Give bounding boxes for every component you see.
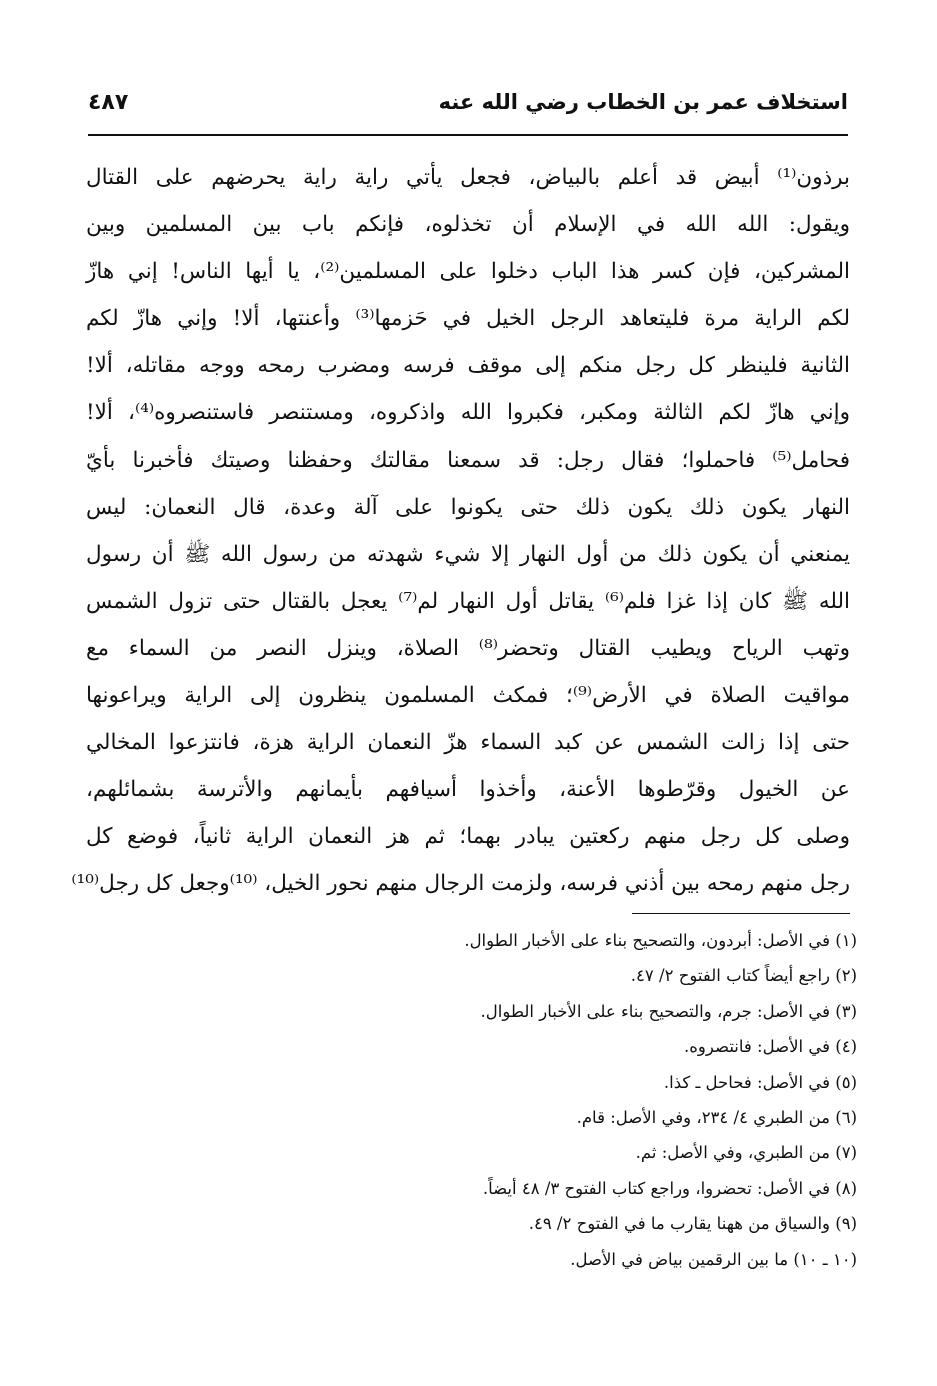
text-line: حتى إذا زالت الشمس عن كبد السماء هزّ النعمان الراية هزة، فانتزعوا المخالي <box>86 730 850 756</box>
text-line: النهار يكون ذلك يكون ذلك حتى يكونوا على آلة وعدة، قال النعمان: ليس <box>86 494 850 520</box>
text-line: لكم الراية مرة فليتعاهد الرجل الخيل في حَزمها⁽³⁾ وأعنتها، ألا! وإني هازّ لكم <box>86 306 851 332</box>
text-line: رجل منهم رمحه بين أذني فرسه، ولزمت الرجال منهم نحور الخيل، ⁽¹⁰⁾وجعل كل رجل⁽¹⁰⁾ <box>71 871 850 897</box>
text-line: برذون⁽¹⁾ أبيض قد أعلم بالبياض، فجعل يأتي راية راية يحرضهم على القتال <box>86 165 850 190</box>
main-text <box>71 154 851 908</box>
text-line: وصلى كل رجل منهم ركعتين يبادر بهما؛ ثم هز النعمان الراية ثانياً، فوضع كل <box>86 824 850 850</box>
footnote-item: (١) في الأصل: أبردون، والتصحيح بناء على الأخبار الطوال. <box>464 931 857 950</box>
footnote-separator <box>632 913 850 914</box>
text-line: عن الخيول وقرّطوها الأعنة، وأخذوا أسيافهم بأيمانهم والأترسة بشمائلهم، <box>86 777 850 803</box>
page-header <box>88 88 848 136</box>
text-line: فحامل⁽⁵⁾ فاحملوا؛ فقال رجل: قد سمعنا مقالتك وحفظنا وصيتك فأخبرنا بأيّ <box>86 447 850 473</box>
footnote-item: (٨) في الأصل: تحضروا، وراجع كتاب الفتوح ٣/ ٤٨ أيضاً. <box>482 1178 857 1198</box>
running-title: استخلاف عمر بن الخطاب رضي الله عنه <box>438 90 848 114</box>
text-line: الله ﷺ كان إذا غزا فلم⁽⁶⁾ يقاتل أول النهار لم⁽⁷⁾ يعجل بالقتال حتى تزول الشمس <box>86 588 850 614</box>
text-line: وتهب الرياح ويطيب القتال وتحضر⁽⁸⁾ الصلاة، وينزل النصر من السماء مع <box>86 635 850 661</box>
text-line: وإني هازّ لكم الثالثة ومكبر، فكبروا الله واذكروه، ومستنصر فاستنصروه⁽⁴⁾، ألا! <box>86 400 850 426</box>
text-line: مواقيت الصلاة في الأرض⁽⁹⁾؛ فمكث المسلمون ينظرون إلى الراية ويراعونها <box>86 683 850 709</box>
text-line: المشركين، فإن كسر هذا الباب دخلوا على المسلمين⁽²⁾، يا أيها الناس! إني هازّ <box>86 259 850 285</box>
page-number: ٤٨٧ <box>88 90 129 115</box>
text-line: الثانية فلينظر كل رجل منكم إلى موقف فرسه ومضرب رمحه ووجه مقاتله، ألا! <box>86 353 850 379</box>
text-line: يمنعني أن يكون ذلك من أول النهار إلا شيء شهدته من رسول الله ﷺ أن رسول <box>86 541 850 567</box>
text-line: ويقول: الله الله في الإسلام أن تخذلوه، فإنكم باب بين المسلمين وبين <box>86 212 850 238</box>
footnote-item: (٣) في الأصل: جرم، والتصحيح بناء على الأخبار الطوال. <box>480 1001 857 1021</box>
footnote-item: (٧) من الطبري، وفي الأصل: ثم. <box>635 1143 857 1163</box>
footnote-item: (٥) في الأصل: فحاحل ـ كذا. <box>663 1072 857 1092</box>
footnote-item: (٩) والسياق من ههنا يقارب ما في الفتوح ٢/ ٤٩. <box>528 1214 857 1234</box>
footnotes <box>157 923 857 1277</box>
footnote-item: (١٠ ـ ١٠) ما بين الرقمين بياض في الأصل. <box>570 1249 857 1269</box>
footnote-item: (٤) في الأصل: فانتصروه. <box>684 1037 857 1057</box>
footnote-item: (٢) راجع أيضاً كتاب الفتوح ٢/ ٤٧. <box>630 966 857 986</box>
footnote-item: (٦) من الطبري ٤/ ٢٣٤، وفي الأصل: قام. <box>576 1107 857 1127</box>
